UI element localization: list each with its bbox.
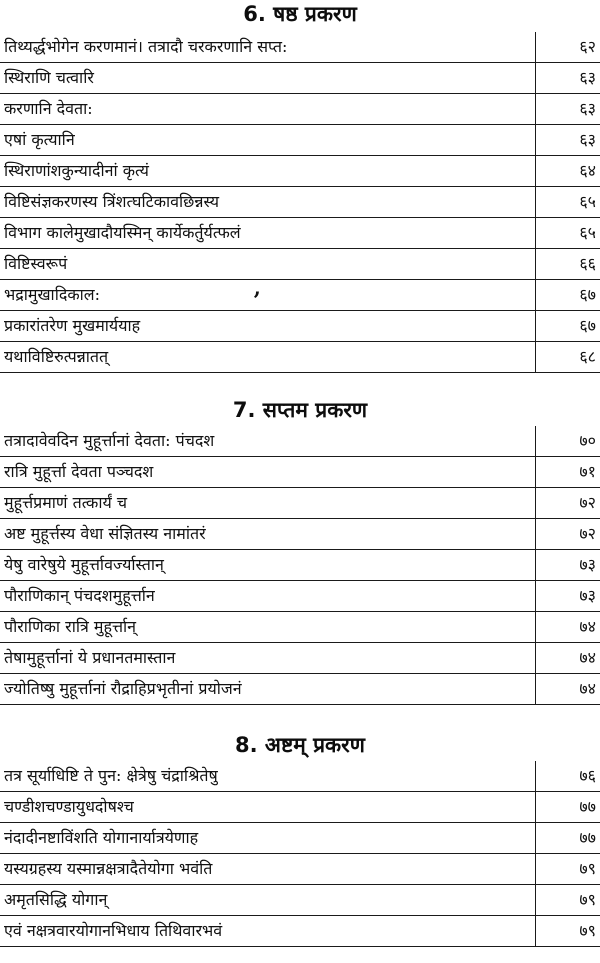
toc-row — [0, 792, 600, 823]
toc-table — [0, 32, 600, 373]
entry-page: ६४ — [536, 156, 600, 187]
entry-title: तत्र सूर्याधिष्टि ते पुन: क्षेत्रेषु चंद्राश्रितेषु — [0, 761, 536, 792]
entry-page: ६३ — [536, 63, 600, 94]
toc-row — [0, 488, 600, 519]
toc-row — [0, 550, 600, 581]
entry-title: विष्टिस्वरूपं — [0, 249, 536, 280]
stray-ink-mark: ’ — [253, 288, 261, 314]
toc-row — [0, 426, 600, 457]
section-heading: 6. षष्ठ प्रकरण — [243, 2, 357, 26]
entry-title: ज्योतिष्षु मुहूर्त्तानां रौद्राहिप्रभृतीनां प्रयोजनं — [0, 674, 536, 705]
entry-page: ६५ — [536, 218, 600, 249]
entry-page: ७९ — [536, 916, 600, 947]
entry-page: ७६ — [536, 761, 600, 792]
entry-title: नंदादीनष्टाविंशति योगानार्यात्रयेणाह — [0, 823, 536, 854]
toc-row — [0, 311, 600, 342]
toc-table — [0, 426, 600, 705]
entry-title: तत्रादावेवदिन मुहूर्त्तानां देवता: पंचदश — [0, 426, 536, 457]
toc-row — [0, 187, 600, 218]
entry-title: भद्रामुखादिकाल: — [0, 280, 536, 311]
entry-page: ६८ — [536, 342, 600, 373]
entry-title: एषां कृत्यानि — [0, 125, 536, 156]
section-heading: 7. सप्तम प्रकरण — [232, 398, 368, 422]
entry-title: अष्ट मुहूर्त्तस्य वेधा संज्ञितस्य नामांतरं — [0, 519, 536, 550]
toc-row — [0, 156, 600, 187]
entry-title: अमृतसिद्धि योगान् — [0, 885, 536, 916]
toc-row — [0, 674, 600, 705]
entry-page: ७४ — [536, 674, 600, 705]
toc-row — [0, 32, 600, 63]
entry-page: ७९ — [536, 885, 600, 916]
toc-row — [0, 612, 600, 643]
toc-row — [0, 643, 600, 674]
section-heading: 8. अष्टम् प्रकरण — [235, 733, 365, 757]
entry-page: ७० — [536, 426, 600, 457]
entry-title: तेषामुहूर्त्तानां ये प्रधानतमास्तान — [0, 643, 536, 674]
entry-title: तिथ्यर्द्धभोगेन करणमानं। तत्रादौ चरकरणानि सप्त: — [0, 32, 536, 63]
entry-page: ६३ — [536, 125, 600, 156]
toc-row — [0, 519, 600, 550]
entry-title: करणानि देवता: — [0, 94, 536, 125]
toc-row — [0, 249, 600, 280]
toc-table — [0, 761, 600, 947]
entry-page: ६२ — [536, 32, 600, 63]
entry-page: ७४ — [536, 612, 600, 643]
toc-row — [0, 280, 600, 311]
toc-row — [0, 457, 600, 488]
entry-title: येषु वारेषुये मुहूर्त्तावर्ज्यास्तान् — [0, 550, 536, 581]
toc-row — [0, 125, 600, 156]
entry-title: एवं नक्षत्रवारयोगानभिधाय तिथिवारभवं — [0, 916, 536, 947]
entry-page: ६७ — [536, 311, 600, 342]
entry-title: प्रकारांतरेण मुखमार्ययाह — [0, 311, 536, 342]
toc-row — [0, 761, 600, 792]
toc-row — [0, 581, 600, 612]
entry-title: पौराणिकान् पंचदशमुहूर्त्तान — [0, 581, 536, 612]
toc-row — [0, 854, 600, 885]
entry-page: ७९ — [536, 854, 600, 885]
entry-page: ७७ — [536, 792, 600, 823]
entry-title: विष्टिसंज्ञकरणस्य त्रिंशत्घटिकावछिन्नस्य — [0, 187, 536, 218]
toc-row — [0, 218, 600, 249]
entry-page: ७१ — [536, 457, 600, 488]
entry-page: ६३ — [536, 94, 600, 125]
entry-title: स्थिराणांशकुन्यादीनां कृत्यं — [0, 156, 536, 187]
entry-title: चण्डीशचण्डायुधदोषश्च — [0, 792, 536, 823]
entry-page: ७७ — [536, 823, 600, 854]
entry-page: ६५ — [536, 187, 600, 218]
entry-page: ७४ — [536, 643, 600, 674]
toc-row — [0, 94, 600, 125]
toc-row — [0, 916, 600, 947]
entry-title: स्थिराणि चत्वारि — [0, 63, 536, 94]
entry-title: मुहूर्त्तप्रमाणं तत्कार्यं च — [0, 488, 536, 519]
entry-title: विभाग कालेमुखादौयस्मिन् कार्येकर्तुर्यत्फलं — [0, 218, 536, 249]
entry-page: ७३ — [536, 550, 600, 581]
entry-page: ७२ — [536, 488, 600, 519]
toc-row — [0, 885, 600, 916]
toc-row — [0, 342, 600, 373]
entry-title: यथाविष्टिरुत्पन्नातत् — [0, 342, 536, 373]
entry-page: ७२ — [536, 519, 600, 550]
entry-page: ६७ — [536, 280, 600, 311]
toc-row — [0, 823, 600, 854]
toc-row — [0, 63, 600, 94]
entry-page: ६६ — [536, 249, 600, 280]
entry-page: ७३ — [536, 581, 600, 612]
entry-title: रात्रि मुहूर्त्ता देवता पञ्चदश — [0, 457, 536, 488]
entry-title: पौराणिका रात्रि मुहूर्त्तान् — [0, 612, 536, 643]
entry-title: यस्यग्रहस्य यस्मान्नक्षत्रादैतेयोगा भवंति — [0, 854, 536, 885]
